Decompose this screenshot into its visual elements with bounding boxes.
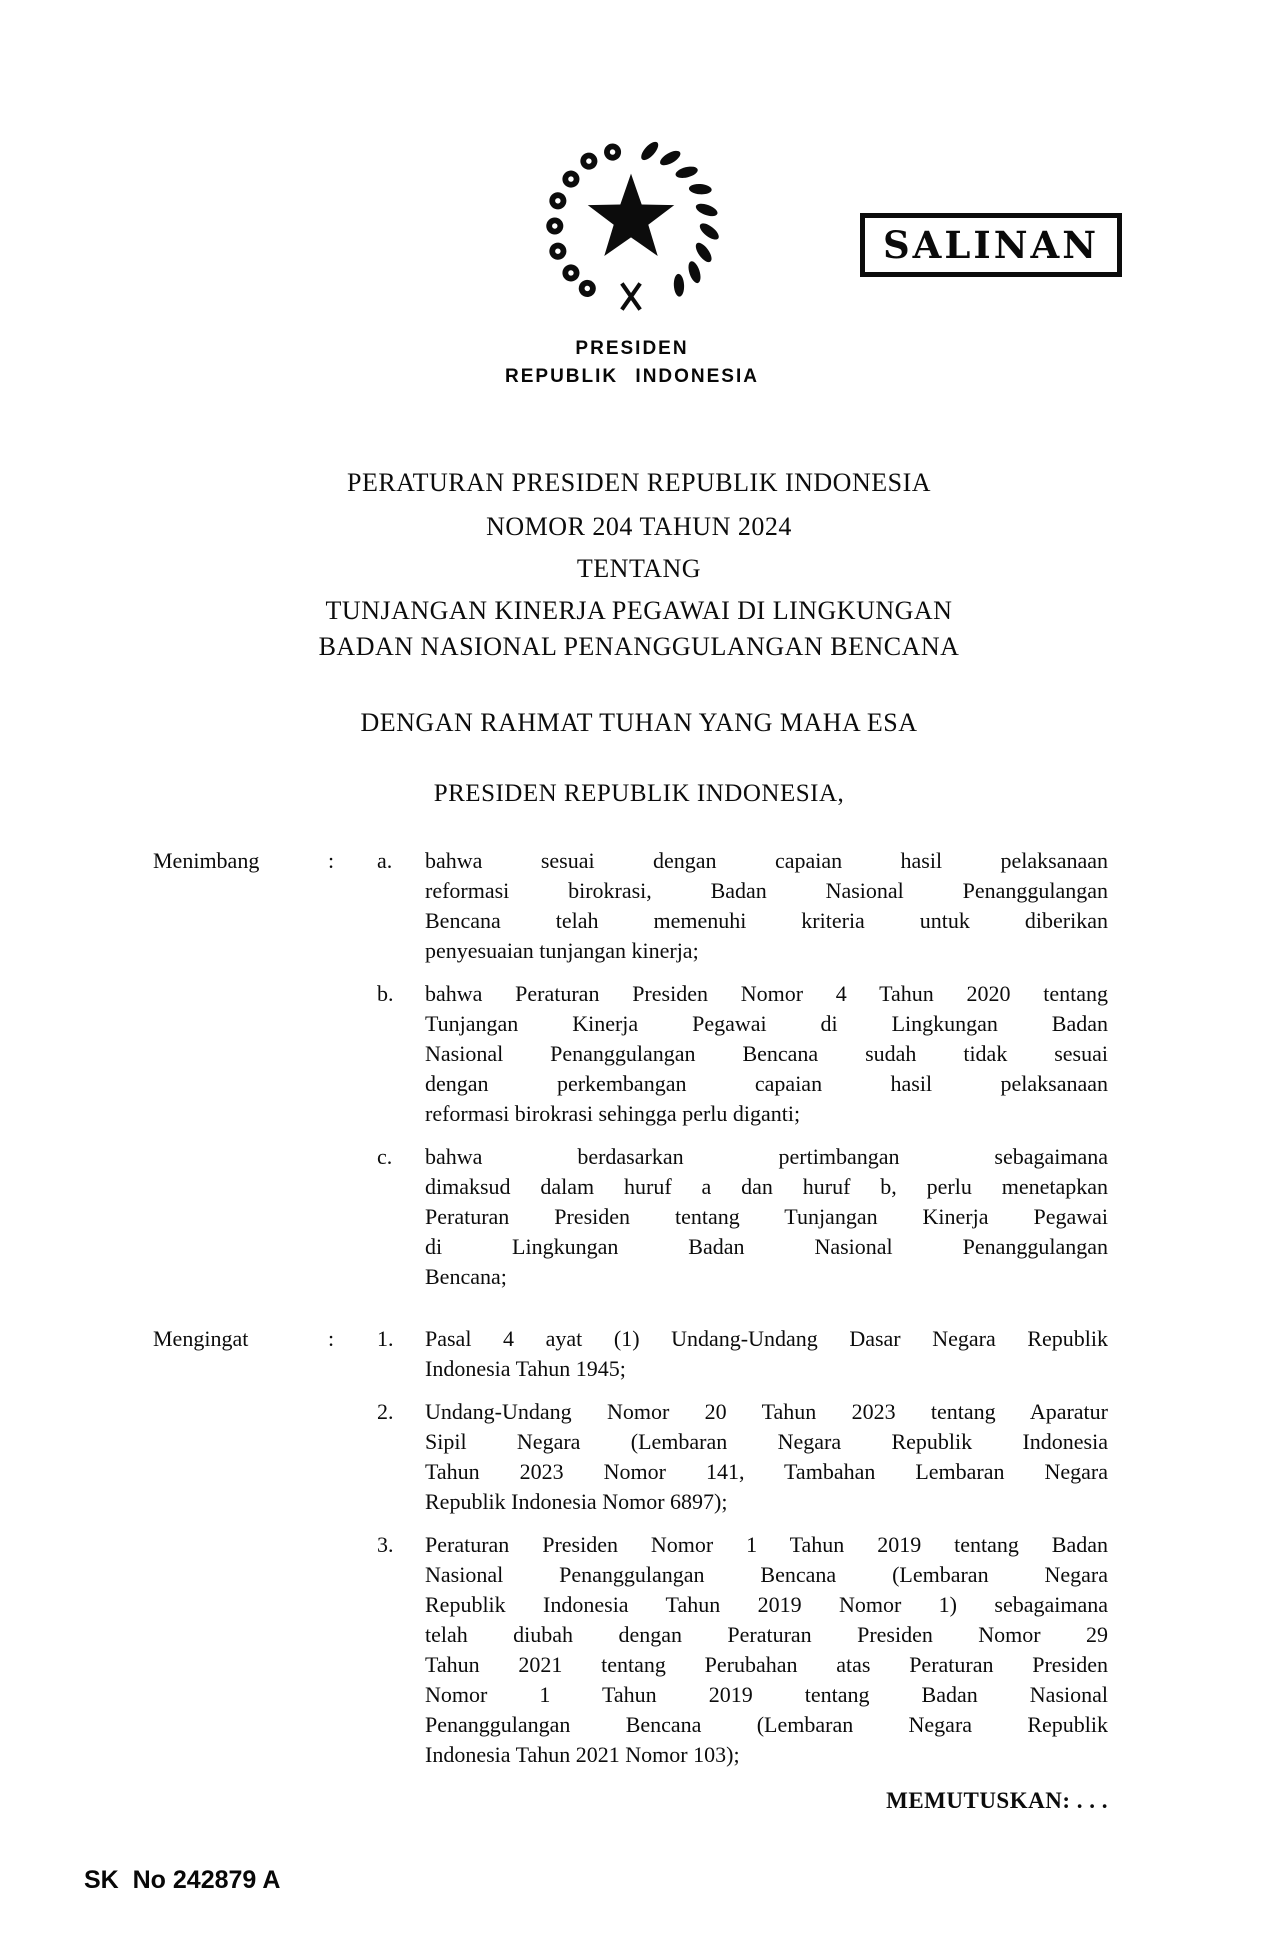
authority-line: PRESIDEN REPUBLIK INDONESIA,: [433, 780, 845, 807]
item-text: bahwa sesuai dengan capaian hasil pelaksanaan reformasi birokrasi, Badan Nasional Penanggulangan Bencana telah memenuhi kriteria untuk diberikan penyesuaian tunjangan kinerja;: [425, 848, 1108, 963]
legal-basis-item: [153, 1397, 1108, 1517]
item-text: Pasal 4 ayat (1) Undang-Undang Dasar Negara Republik Indonesia Tahun 1945;: [425, 1326, 1108, 1381]
item-text: Peraturan Presiden Nomor 1 Tahun 2019 tentang Badan Nasional Penanggulangan Bencana (Lembaran Negara Republik Indonesia Tahun 2019 Nomor 1) sebagaimana telah diubah dengan Peraturan Presiden Nomor 29 Tahun 2021 tentang Perubahan atas Peraturan Presiden Nomor 1 Tahun 2019 tentang Badan Nasional Penanggulangan Bencana (Lembaran Negara Republik Indonesia Tahun 2021 Nomor 103);: [425, 1532, 1108, 1767]
presidential-seal-icon: [540, 134, 722, 318]
document-body: [153, 846, 1108, 1816]
title-line-4: TUNJANGAN KINERJA PEGAWAI DI LINGKUNGAN: [325, 596, 953, 625]
sk-number: SK No 242879 A: [84, 1866, 281, 1894]
item-text: bahwa Peraturan Presiden Nomor 4 Tahun 2020 tentang Tunjangan Kinerja Pegawai di Lingkungan Badan Nasional Penanggulangan Bencana sudah tidak sesuai dengan perkembangan capaian hasil pelaksanaan reformasi birokrasi sehingga perlu diganti;: [425, 981, 1108, 1126]
title-line-5: BADAN NASIONAL PENANGGULANGAN BENCANA: [318, 632, 960, 661]
mengingat-label: Mengingat: [153, 1326, 249, 1351]
item-marker: b.: [377, 981, 394, 1006]
regulation-title: [289, 468, 989, 662]
invocation-line: DENGAN RAHMAT TUHAN YANG MAHA ESA: [360, 708, 918, 737]
item-marker: a.: [377, 848, 393, 873]
item-marker: 1.: [377, 1326, 394, 1351]
mengingat-colon: :: [328, 1326, 335, 1351]
letterhead-republik-indonesia: REPUBLIK INDONESIA: [505, 366, 759, 387]
salinan-stamp-label: SALINAN: [882, 223, 1100, 267]
menimbang-section: [153, 846, 1108, 1292]
title-line-3: TENTANG: [576, 554, 702, 583]
letterhead: [432, 338, 832, 388]
legal-basis-item: [153, 1530, 1108, 1770]
menimbang-label: Menimbang: [153, 848, 260, 873]
item-marker: 2.: [377, 1399, 394, 1424]
menimbang-colon: :: [328, 848, 335, 873]
consideration-item: [153, 1142, 1108, 1292]
mengingat-section: [153, 1324, 1108, 1770]
item-text: Undang-Undang Nomor 20 Tahun 2023 tentang Aparatur Sipil Negara (Lembaran Negara Republik Indonesia Tahun 2023 Nomor 141, Tambahan Lembaran Negara Republik Indonesia Nomor 6897);: [425, 1399, 1108, 1514]
consideration-item: [153, 846, 1108, 966]
letterhead-presiden: PRESIDEN: [575, 338, 689, 359]
title-line-2: NOMOR 204 TAHUN 2024: [486, 512, 792, 541]
title-line-1: PERATURAN PRESIDEN REPUBLIK INDONESIA: [346, 468, 932, 497]
memutuskan-catchword: MEMUTUSKAN: . . .: [886, 1788, 1108, 1813]
item-marker: 3.: [377, 1532, 394, 1557]
legal-basis-item: [153, 1324, 1108, 1384]
item-text: bahwa berdasarkan pertimbangan sebagaimana dimaksud dalam huruf a dan huruf b, perlu menetapkan Peraturan Presiden tentang Tunjangan Kinerja Pegawai di Lingkungan Badan Nasional Penanggulangan Bencana;: [425, 1144, 1108, 1289]
salinan-stamp: [860, 213, 1122, 277]
item-marker: c.: [377, 1144, 393, 1169]
consideration-item: [153, 979, 1108, 1129]
